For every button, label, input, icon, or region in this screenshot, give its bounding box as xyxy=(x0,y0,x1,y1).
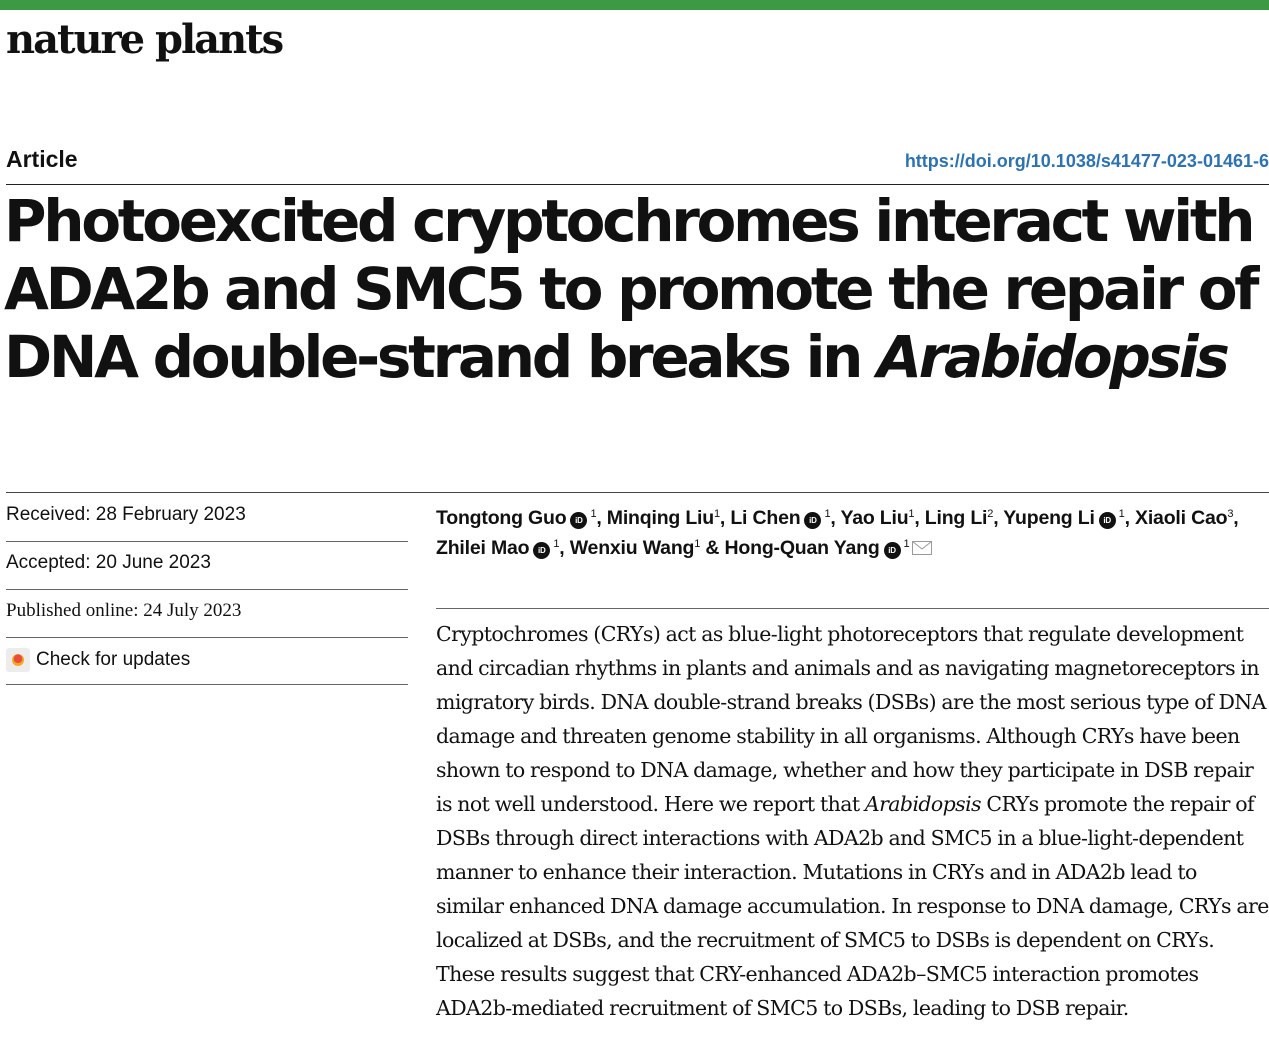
article-type-label: Article xyxy=(6,146,78,172)
author-item xyxy=(1003,507,1124,529)
author-name[interactable]: Xiaoli Cao xyxy=(1135,507,1228,529)
author-separator: , xyxy=(596,507,607,529)
affiliation-number[interactable]: 2 xyxy=(987,508,994,520)
author-separator: , xyxy=(830,507,841,529)
title-divider xyxy=(6,492,1269,493)
author-item xyxy=(570,537,700,559)
abstract-part-1: Cryptochromes (CRYs) act as blue-light photoreceptors that regulate development and circadian rhythms in plants and animals and as navigating magnetoreceptors in migratory birds. DNA double-strand breaks (DSBs) are the most serious type of DNA damage and threaten genome stability in all organisms. Although CRYs have been shown to respond to DNA damage, whether and how they participate in DSB repair is not well understood. Here we report that xyxy=(436,622,1266,816)
author-separator: , xyxy=(1124,507,1136,529)
abstract-part-2: CRYs promote the repair of DSBs through direct interactions with ADA2b and SMC5 in a blue-light-dependent manner to enhance their interaction. Mutations in CRYs and in ADA2b lead to similar enhanced DNA damage accumulation. In response to DNA damage, CRYs are localized at DSBs, and the recruitment of SMC5 to DSBs is dependent on CRYs. These results suggest that CRY-enhanced ADA2b–SMC5 interaction promotes ADA2b-mediated recruitment of SMC5 to DSBs, leading to DSB repair. xyxy=(436,792,1269,1020)
check-for-updates-label: Check for updates xyxy=(36,649,191,670)
author-separator: , xyxy=(993,507,1004,529)
affiliation-number[interactable]: 1 xyxy=(713,508,720,520)
article-title-italic: Arabidopsis xyxy=(877,323,1227,391)
author-name[interactable]: Hong-Quan Yang xyxy=(724,537,880,559)
affiliation-number[interactable]: 1 xyxy=(824,508,831,520)
author-item xyxy=(436,537,559,559)
affiliation-number[interactable]: 1 xyxy=(908,508,915,520)
date-divider-3 xyxy=(6,637,408,638)
author-item xyxy=(607,507,720,529)
author-name[interactable]: Minqing Liu xyxy=(606,507,714,529)
received-date: Received: 28 February 2023 xyxy=(6,504,246,525)
author-list xyxy=(436,503,1266,563)
author-name[interactable]: Wenxiu Wang xyxy=(569,537,695,559)
abstract-italic: Arabidopsis xyxy=(864,792,981,816)
author-item xyxy=(730,507,830,529)
header-divider xyxy=(6,184,1269,185)
article-title xyxy=(4,187,1264,391)
doi-link[interactable]: https://doi.org/10.1038/s41477-023-01461-6 xyxy=(904,151,1269,171)
orcid-icon[interactable]: iD xyxy=(570,512,587,529)
author-name[interactable]: Yupeng Li xyxy=(1003,507,1095,529)
affiliation-number[interactable]: 1 xyxy=(553,538,560,550)
author-item xyxy=(725,537,933,559)
date-divider-1 xyxy=(6,541,408,542)
abstract-divider xyxy=(436,608,1269,609)
author-name[interactable]: Yao Liu xyxy=(840,507,909,529)
author-name[interactable]: Li Chen xyxy=(730,507,801,529)
orcid-icon[interactable]: iD xyxy=(884,542,901,559)
orcid-icon[interactable]: iD xyxy=(1099,512,1116,529)
journal-brand-bar xyxy=(0,0,1269,10)
orcid-icon[interactable]: iD xyxy=(533,542,550,559)
date-divider-4 xyxy=(6,684,408,685)
author-separator: , xyxy=(1233,507,1239,529)
author-name[interactable]: Ling Li xyxy=(924,507,988,529)
article-title-main: Photoexcited cryptochromes interact with ADA2b and SMC5 to promote the repair of DNA double-strand breaks in xyxy=(4,187,1257,391)
author-name[interactable]: Tongtong Guo xyxy=(436,507,567,529)
email-icon[interactable] xyxy=(912,541,932,555)
accepted-date: Accepted: 20 June 2023 xyxy=(6,552,211,573)
check-for-updates-button[interactable] xyxy=(6,648,190,672)
author-item xyxy=(1135,507,1233,529)
author-separator: , xyxy=(719,507,731,529)
orcid-icon[interactable]: iD xyxy=(804,512,821,529)
abstract-text xyxy=(436,617,1269,1025)
author-separator: , xyxy=(559,537,570,559)
affiliation-number[interactable]: 3 xyxy=(1227,508,1234,520)
affiliation-number[interactable]: 1 xyxy=(694,538,701,550)
affiliation-number[interactable]: 1 xyxy=(590,508,597,520)
author-item xyxy=(840,507,914,529)
journal-logo[interactable]: nature plants xyxy=(6,16,283,63)
published-date: Published online: 24 July 2023 xyxy=(6,600,242,621)
author-name[interactable]: Zhilei Mao xyxy=(436,537,530,559)
author-separator: & xyxy=(700,537,725,559)
author-separator: , xyxy=(914,507,925,529)
date-divider-2 xyxy=(6,589,408,590)
check-for-updates-icon xyxy=(6,648,30,672)
affiliation-number[interactable]: 1 xyxy=(1118,508,1125,520)
author-item xyxy=(925,507,993,529)
author-item xyxy=(436,507,596,529)
affiliation-number[interactable]: 1 xyxy=(903,538,910,550)
